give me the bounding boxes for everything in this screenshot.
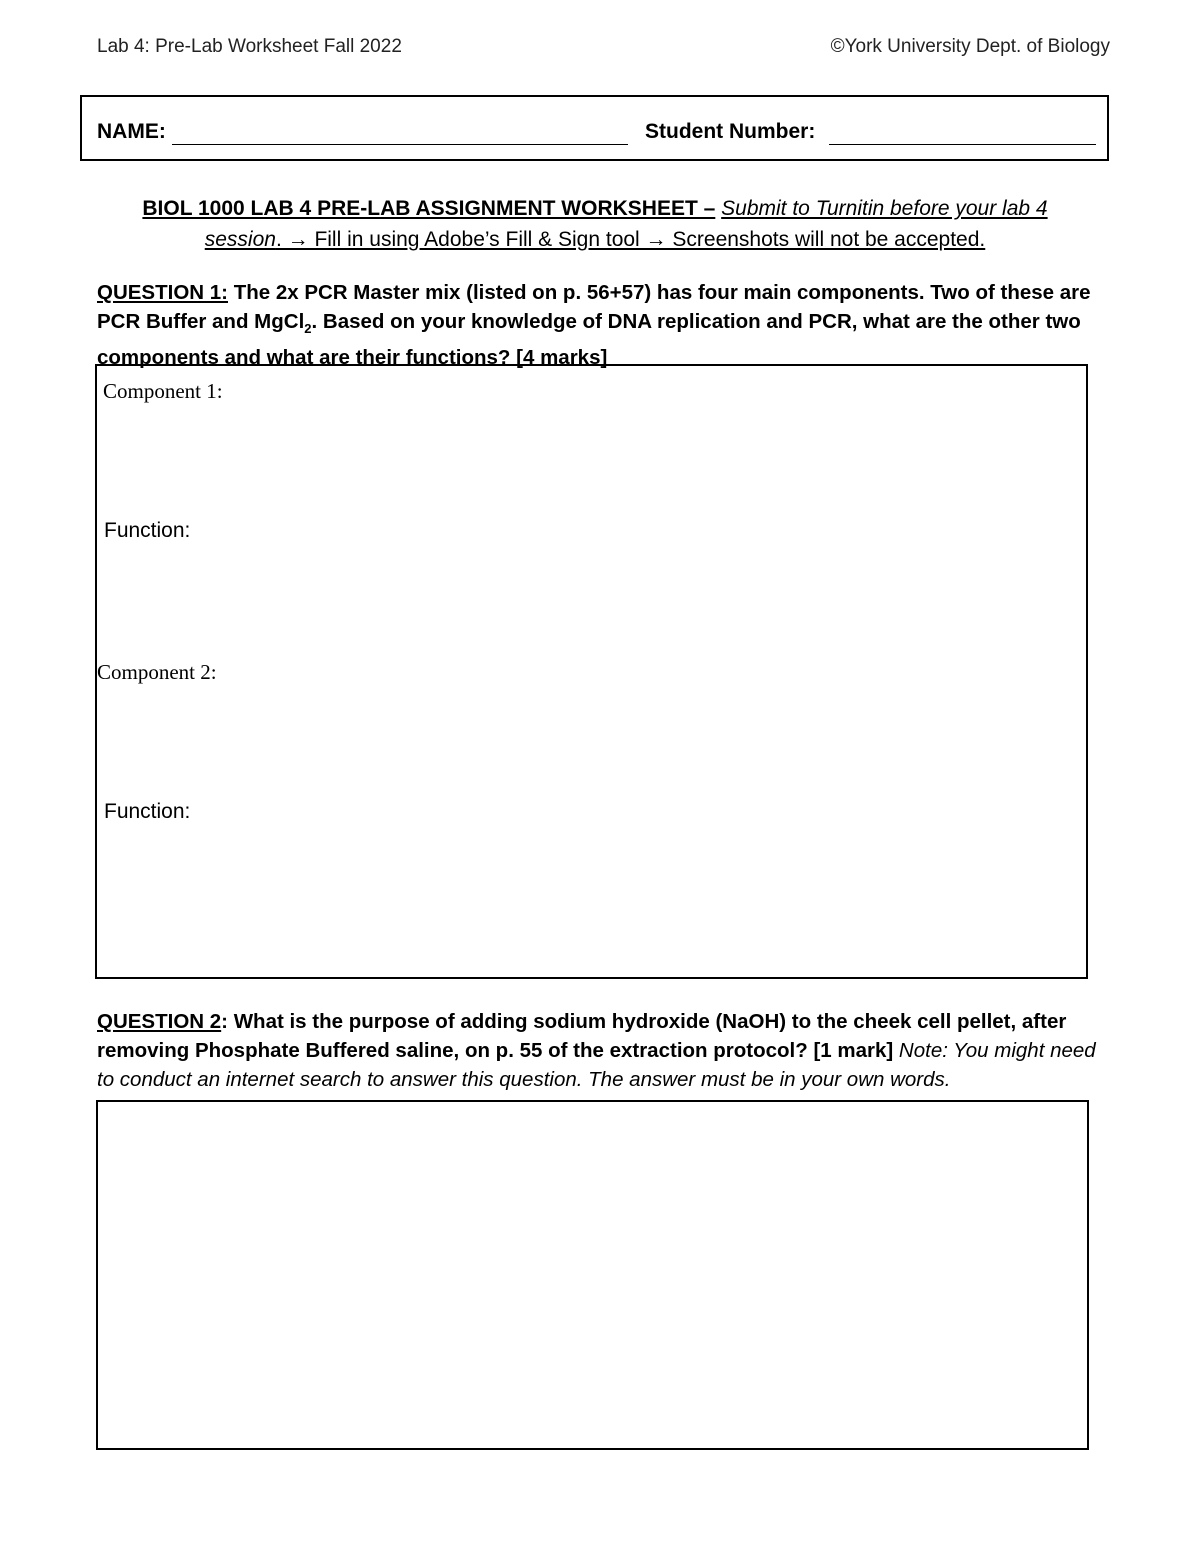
- question-1-text: [97, 278, 1127, 372]
- question-1-answer-box[interactable]: [95, 364, 1088, 979]
- function-1-label: Function:: [104, 519, 191, 542]
- name-field[interactable]: [172, 144, 628, 145]
- title-bold: BIOL 1000 LAB 4 PRE-LAB ASSIGNMENT WORKSHEET –: [142, 197, 716, 220]
- question-1-body-a: The 2x PCR Master mix (listed on p. 56+57) has four main components. Two of these are PCR Buffer and MgCl: [97, 281, 1091, 333]
- worksheet-instructions: [80, 228, 1110, 252]
- question-2-label: QUESTION 2: [97, 1010, 222, 1033]
- question-2-body: What is the purpose of adding sodium hydroxide (NaOH) to the cheek cell pellet, after removing Phosphate Buffered saline, on p. 55 of the extraction protocol? [1 mark]: [97, 1010, 1067, 1062]
- component-1-label: Component 1:: [103, 379, 223, 403]
- instructions-italic: session: [204, 228, 276, 251]
- question-1-subscript: 2: [304, 321, 312, 337]
- question-1-body-b: . Based on your knowledge of DNA replication and PCR, what are the other two components and what are their functions? [4 marks]: [97, 310, 1081, 370]
- header-course-info: Lab 4: Pre-Lab Worksheet Fall 2022: [97, 36, 402, 57]
- title-italic: Submit to Turnitin before your lab 4: [721, 197, 1048, 220]
- component-2-label: Component 2:: [97, 660, 217, 684]
- question-1-label: QUESTION 1:: [97, 281, 228, 304]
- instructions-text: . → Fill in using Adobe’s Fill & Sign tool → Screenshots will not be accepted.: [275, 228, 986, 251]
- student-number-label: Student Number:: [645, 120, 816, 143]
- question-2-answer-box[interactable]: [96, 1100, 1089, 1450]
- header-copyright: ©York University Dept. of Biology: [830, 36, 1110, 57]
- question-2-colon: :: [221, 1010, 228, 1033]
- question-2-text: [97, 1007, 1117, 1094]
- question-2-note: Note: You might need to conduct an internet search to answer this question. The answer must be in your own words.: [97, 1039, 1096, 1091]
- name-box: [80, 95, 1109, 161]
- function-2-label: Function:: [104, 800, 191, 823]
- student-number-field[interactable]: [829, 144, 1096, 145]
- worksheet-title: [80, 197, 1110, 221]
- name-label: NAME:: [97, 120, 166, 143]
